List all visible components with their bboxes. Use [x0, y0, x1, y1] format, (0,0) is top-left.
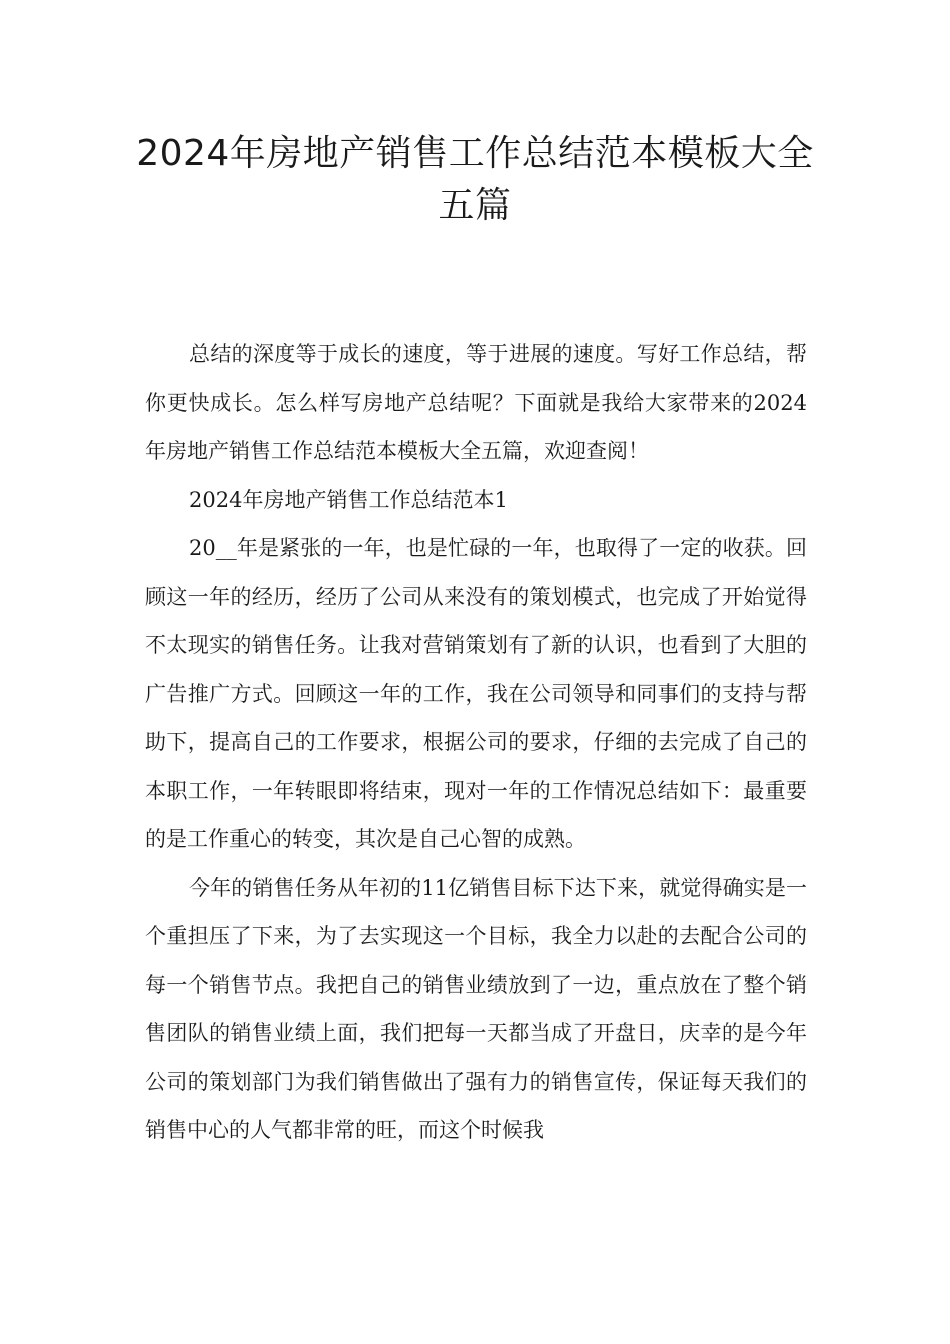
body-paragraph: 今年的销售任务从年初的11亿销售目标下达下来，就觉得确实是一个重担压了下来，为了去实现这一个目标，我全力以赴的去配合公司的每一个销售节点。我把自己的销售业绩放到了一边，重点放在了整个销售团队的销售业绩上面，我们把每一天都当成了开盘日，庆幸的是今年公司的策划部门为我们销售做出了强有力的销售宣传，保证每天我们的销售中心的人气都非常的旺，而这个时候我 — [145, 875, 807, 1142]
intro-paragraph: 总结的深度等于成长的速度，等于进展的速度。写好工作总结，帮你更快成长。怎么样写房地产总结呢？下面就是我给大家带来的2024年房地产销售工作总结范本模板大全五篇，欢迎查阅！ — [145, 342, 807, 463]
document-title: 2024年房地产销售工作总结范本模板大全五篇 — [136, 133, 814, 226]
document-body — [145, 330, 807, 1155]
section-heading: 2024年房地产销售工作总结范本1 — [189, 487, 508, 512]
body-paragraph: 20__年是紧张的一年，也是忙碌的一年，也取得了一定的收获。回顾这一年的经历，经历了公司从来没有的策划模式，也完成了开始觉得不太现实的销售任务。让我对营销策划有了新的认识，也看到了大胆的广告推广方式。回顾这一年的工作，我在公司领导和同事们的支持与帮助下，提高自己的工作要求，根据公司的要求，仔细的去完成了自己的本职工作，一年转眼即将结束，现对一年的工作情况总结如下：最重要的是工作重心的转变，其次是自己心智的成熟。 — [145, 536, 807, 851]
